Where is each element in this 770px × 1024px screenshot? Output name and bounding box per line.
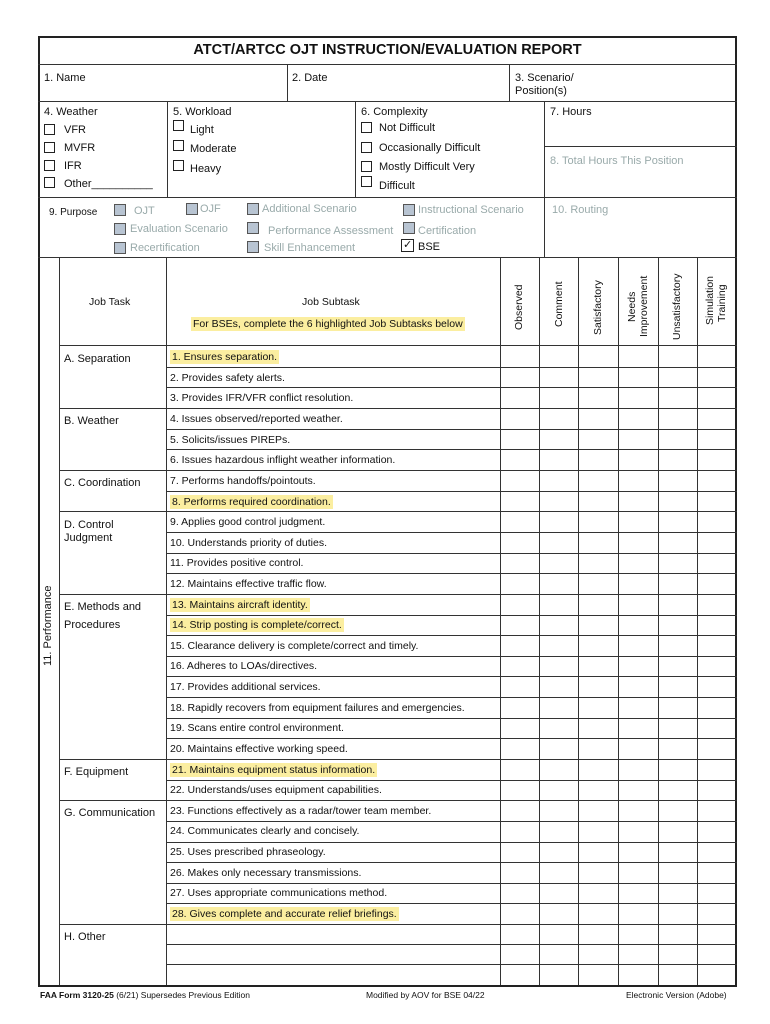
divider [166, 656, 737, 657]
task-separation: A. Separation [64, 353, 131, 365]
weather-other[interactable]: Other__________ [64, 178, 153, 190]
divider [38, 257, 737, 258]
col-unsatisfactory: Unsatisfactory [671, 273, 683, 340]
subtask-13 [170, 599, 310, 611]
subtask-14 [170, 619, 344, 631]
subtask-24: 24. Communicates clearly and concisely. [170, 825, 360, 837]
divider [287, 64, 288, 101]
divider [166, 429, 737, 430]
divider [355, 101, 356, 197]
purpose-additional-checkbox[interactable] [247, 203, 259, 215]
purpose-ojf-checkbox[interactable] [186, 203, 198, 215]
divider [38, 64, 737, 65]
purpose-skill-checkbox[interactable] [247, 241, 259, 253]
complexity-very-checkbox[interactable] [361, 176, 372, 187]
purpose-instructional-checkbox[interactable] [403, 204, 415, 216]
scenario-label-2: Position(s) [515, 85, 567, 97]
performance-section-label: 11. Performance [42, 585, 54, 666]
task-communication: G. Communication [64, 807, 156, 819]
divider [59, 257, 60, 985]
subtask-11: 11. Provides positive control. [170, 557, 304, 569]
subtask-27: 27. Uses appropriate communications method. [170, 887, 388, 899]
workload-light-checkbox[interactable] [173, 120, 184, 131]
subtask-8 [170, 496, 333, 508]
workload-light: Light [190, 124, 214, 136]
purpose-bse: BSE [418, 241, 441, 253]
total-hours-label[interactable]: 8. Total Hours This Position [550, 155, 684, 167]
purpose-evaluation: Evaluation Scenario [130, 223, 228, 235]
subtask-16: 16. Adheres to LOAs/directives. [170, 660, 318, 672]
divider [166, 532, 737, 533]
subtask-2: 2. Provides safety alerts. [170, 372, 285, 384]
purpose-ojt-checkbox[interactable] [114, 204, 126, 216]
complexity-mostly: Mostly Difficult Very [379, 161, 475, 173]
subtask-9: 9. Applies good control judgment. [170, 516, 326, 528]
purpose-label: 9. Purpose [49, 207, 98, 218]
col-comment: Comment [553, 281, 565, 327]
divider [166, 635, 737, 636]
task-procedures: Procedures [64, 619, 121, 631]
subtask-26: 26. Makes only necessary transmissions. [170, 867, 362, 879]
divider [59, 470, 737, 471]
footer-form [40, 990, 250, 1000]
complexity-label: 6. Complexity [361, 106, 428, 118]
purpose-bse-checkbox[interactable] [401, 239, 414, 252]
workload-heavy: Heavy [190, 163, 222, 175]
divider [166, 573, 737, 574]
subtask-10: 10. Understands priority of duties. [170, 537, 327, 549]
subtask-14-text: 14. Strip posting is complete/correct. [172, 619, 342, 631]
purpose-performance: Performance Assessment [268, 225, 394, 237]
divider [166, 738, 737, 739]
col-needs: Needs [626, 291, 638, 322]
task-control: D. Control [64, 519, 114, 531]
divider [59, 759, 737, 760]
footer-form-rest: (6/21) Supersedes Previous Edition [113, 990, 250, 1000]
subtask-22: 22. Understands/uses equipment capabilities. [170, 784, 382, 796]
divider [59, 924, 737, 925]
col-simulation: Simulation [704, 275, 716, 325]
weather-mvfr-checkbox[interactable] [44, 142, 55, 153]
name-label[interactable]: 1. Name [44, 72, 86, 84]
divider [166, 842, 737, 843]
weather-ifr: IFR [64, 160, 82, 172]
divider [544, 197, 545, 257]
col-improvement: Improvement [638, 275, 650, 337]
subtask-18: 18. Rapidly recovers from equipment failures and emergencies. [170, 702, 465, 714]
task-judgment: Judgment [64, 532, 113, 544]
form-title: ATCT/ARTCC OJT INSTRUCTION/EVALUATION REPORT [193, 42, 582, 58]
divider [166, 449, 737, 450]
complexity-very: Difficult [379, 180, 415, 192]
purpose-skill: Skill Enhancement [264, 242, 356, 254]
scenario-label[interactable]: 3. Scenario/ [515, 72, 574, 84]
weather-mvfr: MVFR [64, 142, 96, 154]
subtask-1 [170, 351, 279, 363]
job-task-header: Job Task [89, 296, 131, 308]
job-subtask-header: Job Subtask [302, 296, 360, 308]
subtask-4: 4. Issues observed/reported weather. [170, 413, 343, 425]
divider [166, 780, 737, 781]
divider [59, 408, 737, 409]
divider [167, 101, 168, 197]
divider [166, 697, 737, 698]
complexity-occasionally-checkbox[interactable] [361, 142, 372, 153]
complexity-occasionally: Occasionally Difficult [379, 142, 481, 154]
subtask-21-text: 21. Maintains equipment status information. [172, 764, 376, 776]
divider [166, 903, 737, 904]
workload-label: 5. Workload [173, 106, 232, 118]
subtask-17: 17. Provides additional services. [170, 681, 321, 693]
subtask-8-text: 8. Performs required coordination. [172, 496, 331, 508]
col-training: Training [716, 284, 728, 322]
footer-form-number: FAA Form 3120-25 [40, 990, 114, 1000]
purpose-certification-checkbox[interactable] [403, 222, 415, 234]
subtask-5: 5. Solicits/issues PIREPs. [170, 434, 291, 446]
weather-label: 4. Weather [44, 106, 98, 118]
task-equipment: F. Equipment [64, 766, 129, 778]
subtask-20: 20. Maintains effective working speed. [170, 743, 348, 755]
bse-note [191, 318, 465, 330]
date-label[interactable]: 2. Date [292, 72, 328, 84]
purpose-certification: Certification [418, 225, 477, 237]
weather-other-checkbox[interactable] [44, 177, 55, 188]
divider [166, 718, 737, 719]
footer-modified: Modified by AOV for BSE 04/22 [366, 990, 485, 1000]
divider [59, 800, 737, 801]
subtask-21 [170, 764, 377, 776]
divider [166, 553, 737, 554]
divider [59, 511, 737, 512]
purpose-recertification-checkbox[interactable] [114, 242, 126, 254]
purpose-instructional: Instructional Scenario [418, 204, 524, 216]
hours-label[interactable]: 7. Hours [550, 106, 592, 118]
purpose-performance-checkbox[interactable] [247, 222, 259, 234]
task-coordination: C. Coordination [64, 477, 141, 489]
divider [166, 367, 737, 368]
weather-vfr-checkbox[interactable] [44, 124, 55, 135]
purpose-additional: Additional Scenario [262, 203, 357, 215]
divider [544, 146, 737, 147]
subtask-12: 12. Maintains effective traffic flow. [170, 578, 327, 590]
subtask-1-text: 1. Ensures separation. [172, 351, 278, 363]
footer-version: Electronic Version (Adobe) [626, 990, 727, 1000]
subtask-7: 7. Performs handoffs/pointouts. [170, 475, 316, 487]
weather-vfr: VFR [64, 124, 86, 136]
divider [166, 387, 737, 388]
subtask-19: 19. Scans entire control environment. [170, 722, 344, 734]
subtask-6: 6. Issues hazardous inflight weather information. [170, 454, 396, 466]
subtask-25: 25. Uses prescribed phraseology. [170, 846, 326, 858]
task-methods: E. Methods and [64, 601, 142, 613]
routing-label[interactable]: 10. Routing [552, 204, 609, 216]
divider [166, 491, 737, 492]
subtask-23: 23. Functions effectively as a radar/tower team member. [170, 805, 432, 817]
divider [166, 944, 737, 945]
divider [59, 345, 737, 346]
check-icon: ✓ [403, 239, 413, 251]
purpose-evaluation-checkbox[interactable] [114, 223, 126, 235]
divider [38, 101, 737, 102]
purpose-ojt: OJT [134, 205, 155, 217]
divider [166, 821, 737, 822]
subtask-28 [170, 908, 399, 920]
complexity-not-difficult-checkbox[interactable] [361, 122, 372, 133]
subtask-28-text: 28. Gives complete and accurate relief briefings. [172, 908, 397, 920]
workload-moderate-checkbox[interactable] [173, 140, 184, 151]
complexity-mostly-checkbox[interactable] [361, 161, 372, 172]
complexity-not-difficult: Not Difficult [379, 122, 436, 134]
divider [544, 101, 545, 197]
purpose-recertification: Recertification [130, 242, 200, 254]
divider [59, 594, 737, 595]
bse-note-text: For BSEs, complete the 6 highlighted Job Subtasks below [193, 318, 463, 330]
divider [509, 64, 510, 101]
subtask-13-text: 13. Maintains aircraft identity. [172, 599, 308, 611]
subtask-3: 3. Provides IFR/VFR conflict resolution. [170, 392, 354, 404]
task-weather: B. Weather [64, 415, 119, 427]
divider [166, 615, 737, 616]
workload-moderate: Moderate [190, 143, 237, 155]
subtask-15: 15. Clearance delivery is complete/correct and timely. [170, 640, 419, 652]
divider [166, 862, 737, 863]
divider [166, 883, 737, 884]
col-satisfactory: Satisfactory [592, 280, 604, 335]
purpose-ojf: OJF [200, 203, 221, 215]
col-observed: Observed [513, 284, 525, 330]
divider [38, 197, 737, 198]
workload-heavy-checkbox[interactable] [173, 160, 184, 171]
divider [166, 676, 737, 677]
weather-ifr-checkbox[interactable] [44, 160, 55, 171]
task-other: H. Other [64, 931, 106, 943]
divider [166, 964, 737, 965]
